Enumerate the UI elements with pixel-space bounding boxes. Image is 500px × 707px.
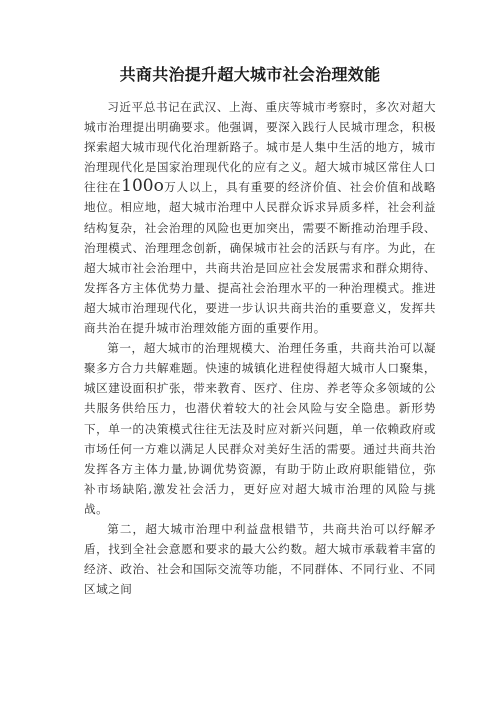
paragraph-intro (84, 97, 436, 338)
document-title: 共商共治提升超大城市社会治理效能 (119, 65, 381, 84)
paragraph-second-point: 第二，超大城市治理中利益盘根错节，共商共治可以纾解矛盾，找到全社会意愿和要求的最大公约数。超大城市承载着丰富的经济、政治、社会和国际交流等功能，不同群体、不同行业、不同区域之间 (84, 521, 436, 597)
paragraph-intro-text: 习近平总书记在武汉、上海、重庆等城市考察时，多次对超大城市治理提出明确要求。他强调，要深入践行人民城市理念，积极探索超大城市现代化治理新路子。城市是人集中生活的地方，城市治理现代化是国家治理现代化的应有之义。超大城市城区常住人口往往在 (84, 100, 436, 195)
population-number-suffix: o (153, 176, 164, 197)
paragraph-first-point: 第一，超大城市的治理规模大、治理任务重，共商共治可以凝聚多方合力共解难题。快速的城镇化进程使得超大城市人口聚集，城区建设面积扩张，带来教育、医疗、住房、养老等众多领域的公共服务供给压力，也潜伏着较大的社会风险与安全隐患。新形势下，单一的决策模式往往无法及时应对新兴问题，单一依赖政府或市场任何一方难以满足人民群众对美好生活的需要。通过共商共治发挥各方主体力量,协调优势资源，有助于防止政府职能错位，弥补市场缺陷,激发社会活力，更好应对超大城市治理的风险与挑战。 (84, 341, 436, 516)
document-body (84, 97, 436, 599)
population-number: 100 (121, 176, 154, 197)
paragraph-intro-text-continued: 万人以上，具有重要的经济价值、社会价值和战略地位。相应地，超大城市治理中人民群众诉求异质多样，社会利益结构复杂，社会治理的风险也更加突出，需要不断推动治理手段、治理模式、治理理念创新，确保城市社会的活跃与有序。为此，在超大城市社会治理中，共商共治是回应社会发展需求和群众期待、发挥各方主体优势力量、提高社会治理水平的一种治理模式。推进超大城市治理现代化，要进一步认识共商共治的重要意义，发挥共商共治在提升城市治理效能方面的重要作用。 (84, 180, 436, 336)
